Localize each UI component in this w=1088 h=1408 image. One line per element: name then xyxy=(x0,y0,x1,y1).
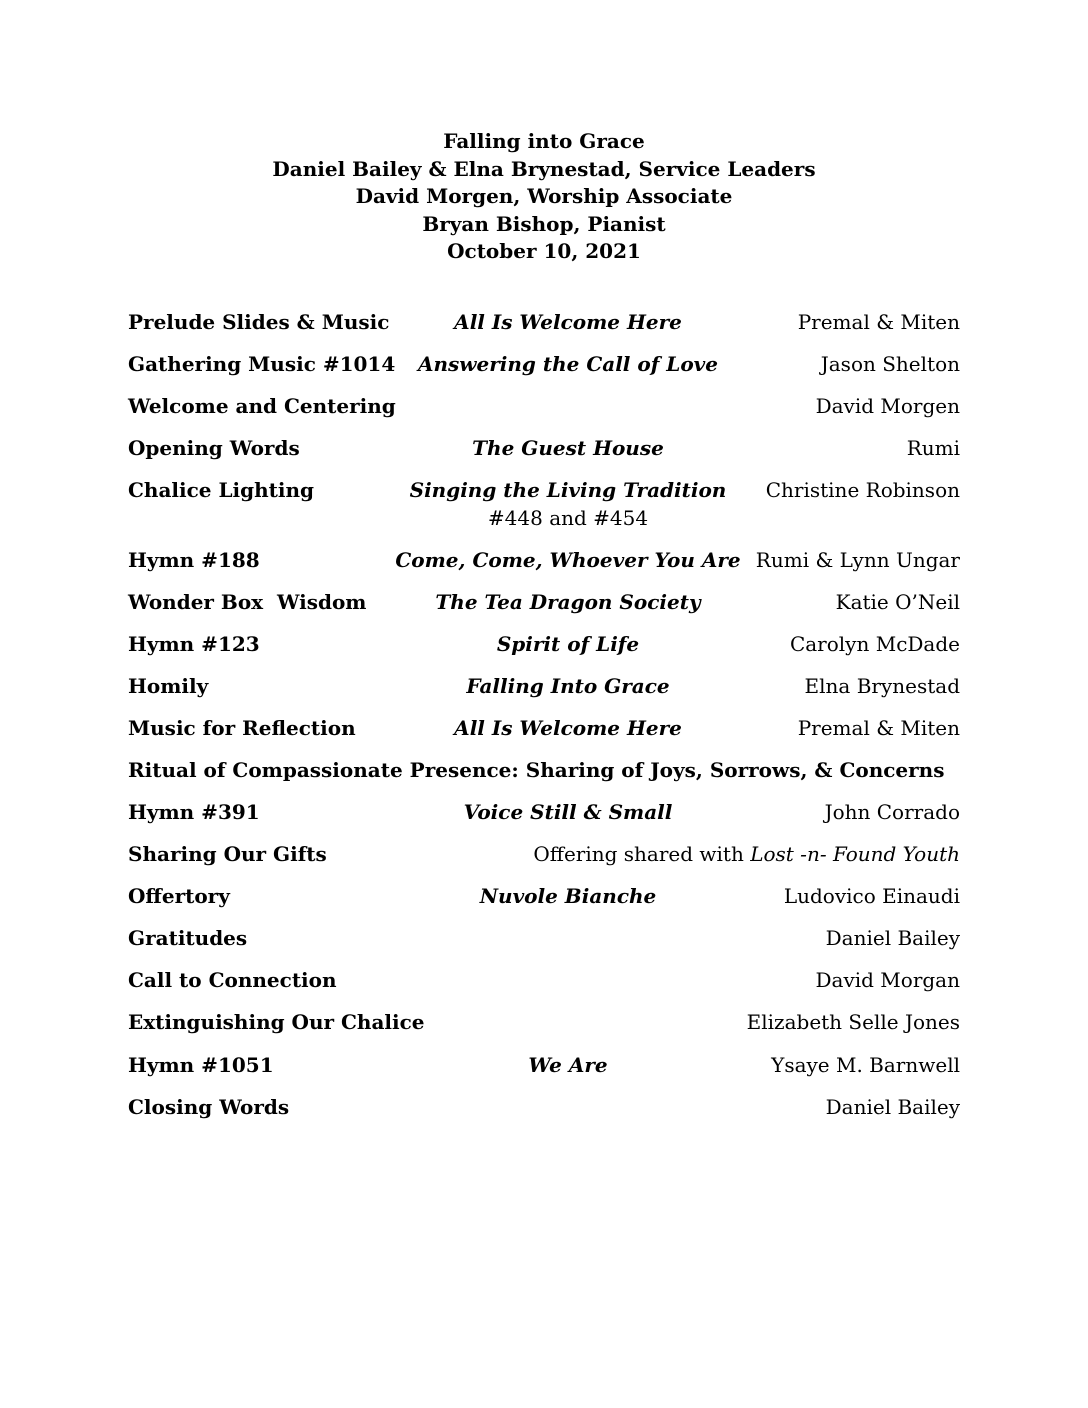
program-item-credit: Rumi xyxy=(906,436,960,460)
program-item-credit: Premal & Miten xyxy=(797,310,960,334)
program-row-prelude xyxy=(128,308,960,338)
program-item-label: Homily xyxy=(128,674,209,698)
program-item-credit: Premal & Miten xyxy=(797,716,960,740)
program-item-label: Offertory xyxy=(128,884,230,908)
program-item-label: Chalice Lighting xyxy=(128,478,315,502)
program-item-label: Extinguishing Our Chalice xyxy=(128,1010,425,1034)
program-item-credit: Elna Brynestad xyxy=(804,674,960,698)
worship-associate: David Morgen, Worship Associate xyxy=(355,184,733,209)
program-item-label: Sharing Our Gifts xyxy=(128,842,327,866)
program-item-credit: Elizabeth Selle Jones xyxy=(746,1010,960,1034)
program-item-title: We Are xyxy=(528,1053,608,1077)
program-item-label: Hymn #188 xyxy=(128,548,260,572)
program-item-credit: Daniel Bailey xyxy=(825,926,960,950)
program-item-title: The Guest House xyxy=(472,436,664,460)
program-item-credit: Daniel Bailey xyxy=(825,1095,960,1119)
program-row-sharing-gifts xyxy=(128,840,960,870)
service-title: Falling into Grace xyxy=(443,129,645,153)
program-row-closing xyxy=(128,1093,960,1123)
program-row-opening xyxy=(128,434,960,464)
program-item-label: Call to Connection xyxy=(128,968,337,992)
program-row-hymn-391 xyxy=(128,798,960,828)
program-item-title: Answering the Call of Love xyxy=(417,352,719,376)
program-item-title: Nuvole Bianche xyxy=(479,884,657,908)
program-item-credit: David Morgen xyxy=(815,394,960,418)
program-row-offertory xyxy=(128,882,960,912)
program-item-title: Spirit of Life xyxy=(496,632,640,656)
program-item-credit: Christine Robinson xyxy=(765,478,960,502)
program-item-credit xyxy=(533,840,960,868)
program-item-credit: Ludovico Einaudi xyxy=(783,884,960,908)
program-item-title: Voice Still & Small xyxy=(463,800,673,824)
program-item-credit: Jason Shelton xyxy=(820,352,960,376)
program-item-title: All Is Welcome Here xyxy=(454,310,682,334)
program-item-label: Hymn #123 xyxy=(128,632,260,656)
service-header xyxy=(0,128,1088,266)
program-item-label: Wonder Box Wisdom xyxy=(128,590,367,614)
program-item-subtitle: #448 and #454 xyxy=(487,506,649,530)
program-row-connection xyxy=(128,966,960,996)
program-item-label: Closing Words xyxy=(128,1095,290,1119)
service-date: October 10, 2021 xyxy=(447,239,641,264)
program-item-credit: Ysaye M. Barnwell xyxy=(771,1053,960,1077)
program-item-label: Hymn #391 xyxy=(128,800,260,824)
program-item-title-text: Singing the Living Tradition xyxy=(409,478,727,502)
program-row-hymn-1051 xyxy=(128,1051,960,1081)
program-row-gathering xyxy=(128,350,960,380)
program-row-homily xyxy=(128,672,960,702)
program-item-label: Welcome and Centering xyxy=(128,394,396,418)
program-item-title xyxy=(410,476,727,532)
program-item-credit: Carolyn McDade xyxy=(789,632,960,656)
program-row-gratitudes xyxy=(128,924,960,954)
program-row-hymn-188 xyxy=(128,546,960,576)
program-item-label: Opening Words xyxy=(128,436,300,460)
program-item-credit: Katie O’Neil xyxy=(835,590,960,614)
program-row-chalice xyxy=(128,476,960,534)
program-item-credit: Rumi & Lynn Ungar xyxy=(755,548,960,572)
program-item-credit: David Morgan xyxy=(815,968,960,992)
program-item-label: Gathering Music #1014 xyxy=(128,352,396,376)
offering-recipient: Lost -n- Found Youth xyxy=(750,842,960,866)
program-item-title: Falling Into Grace xyxy=(466,674,670,698)
program-item-label: Hymn #1051 xyxy=(128,1053,274,1077)
program-item-label: Gratitudes xyxy=(128,926,248,950)
program-item-title: Come, Come, Whoever You Are xyxy=(395,548,741,572)
pianist: Bryan Bishop, Pianist xyxy=(422,211,666,236)
program-item-title: The Tea Dragon Society xyxy=(435,590,701,614)
program-row-extinguishing xyxy=(128,1008,960,1038)
program-item-label: Prelude Slides & Music xyxy=(128,310,390,334)
offering-text: Offering shared with xyxy=(533,842,751,866)
program-row-reflection xyxy=(128,714,960,744)
program-item-title: All Is Welcome Here xyxy=(454,716,682,740)
program-item-credit: John Corrado xyxy=(824,800,960,824)
program-row-wonder-box xyxy=(128,588,960,618)
program-item-label: Music for Reflection xyxy=(128,716,356,740)
program-row-ritual xyxy=(128,756,960,786)
service-leaders: Daniel Bailey & Elna Brynestad, Service Leaders xyxy=(272,156,816,181)
program-item-label: Ritual of Compassionate Presence: Sharing of Joys, Sorrows, & Concerns xyxy=(128,758,945,782)
program-row-hymn-123 xyxy=(128,630,960,660)
program-row-welcome xyxy=(128,392,960,422)
